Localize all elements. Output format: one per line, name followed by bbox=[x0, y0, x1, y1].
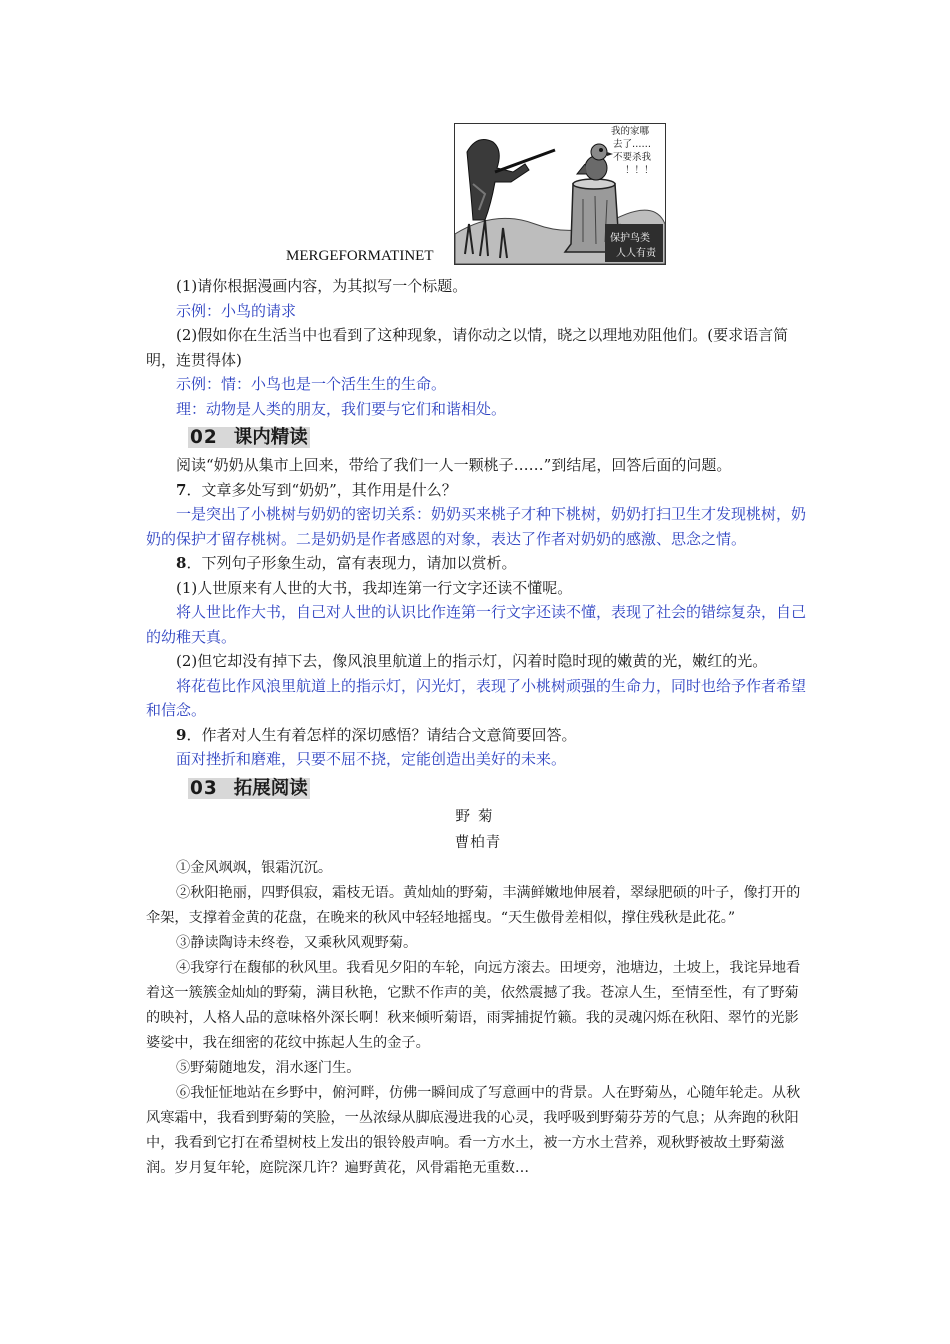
question-2: (2)假如你在生活当中也看到了这种现象，请你动之以情，晓之以理地劝阻他们。(要求语言简明，连贯得体) bbox=[146, 326, 789, 369]
answer-7: 一是突出了小桃树与奶奶的密切关系：奶奶买来桃子才种下桃树，奶奶打扫卫生才发现桃树，奶奶的保护才留存桃树。二是奶奶是作者感恩的对象，表达了作者对奶奶的感激、思念之情。 bbox=[146, 505, 807, 548]
section-heading-03 bbox=[188, 776, 810, 802]
question-text: ．文章多处写到“奶奶”，其作用是什么？ bbox=[186, 480, 457, 499]
question-text: ．下列句子形象生动，富有表现力，请加以赏析。 bbox=[186, 554, 517, 572]
article-paragraph: ⑤野菊随地发，涓水逐门生。 bbox=[176, 1059, 361, 1076]
question-number: 7 bbox=[176, 480, 187, 499]
article-paragraph: ④我穿行在馥郁的秋风里。我看见夕阳的车轮，向远方滚去。田埂旁，池塘边，土坡上，我诧异地看着这一簇簇金灿灿的野菊，满目秋艳，它默不作声的美，依然震撼了我。苍凉人生，至情至性，有了野菊的映衬，人格人品的意味格外深长啊！秋来倾听菊语，雨霁捕捉竹籁。我的灵魂闪烁在秋阳、翠竹的光影婆娑中，我在细密的花纹中拣起人生的金子。 bbox=[146, 959, 801, 1051]
cartoon-image bbox=[454, 123, 666, 265]
answer-9: 面对挫折和磨难，只要不屈不挠，定能创造出美好的未来。 bbox=[176, 750, 567, 768]
article-paragraph: ①金风飒飒，银霜沉沉。 bbox=[176, 859, 333, 876]
question-8-2: (2)但它却没有掉下去，像风浪里航道上的指示灯，闪着时隐时现的嫩黄的光，嫩红的光。 bbox=[176, 652, 768, 670]
cartoon-bubble-line3: 不要杀我 bbox=[613, 152, 652, 163]
article-author: 曹柏青 bbox=[454, 834, 502, 851]
cartoon-bubble-line2: 去了…… bbox=[613, 139, 652, 150]
section-title: 课内精读 bbox=[233, 427, 308, 448]
answer-2-line1: 示例：情：小鸟也是一个活生生的生命。 bbox=[176, 375, 447, 393]
answer-8-2: 将花苞比作风浪里航道上的指示灯，闪光灯，表现了小桃树顽强的生命力，同时也给予作者希望和信念。 bbox=[146, 676, 807, 719]
question-1: (1)请你根据漫画内容，为其拟写一个标题。 bbox=[176, 277, 468, 295]
cartoon-bubble-line4: ！！！ bbox=[625, 165, 654, 176]
cartoon-sign-line1: 保护鸟类 bbox=[610, 233, 650, 244]
answer-2-line2: 理：动物是人类的朋友，我们要与它们和谐相处。 bbox=[176, 399, 507, 418]
cartoon-drawing bbox=[455, 124, 665, 264]
question-8-1: (1)人世原来有人世的大书，我却连第一行文字还读不懂呢。 bbox=[176, 578, 573, 597]
cartoon-sign-line2: 人人有责 bbox=[616, 248, 656, 259]
question-text: ．作者对人生有着怎样的深切感悟？请结合文意简要回答。 bbox=[186, 725, 577, 744]
content-column bbox=[146, 274, 810, 1181]
question-number: 9 bbox=[176, 725, 187, 744]
answer-1: 示例：小鸟的请求 bbox=[176, 301, 297, 320]
article-paragraph: ②秋阳艳丽，四野俱寂，霜枝无语。黄灿灿的野菊，丰满鲜嫩地伸展着，翠绿肥硕的叶子，像打开的伞架，支撑着金黄的花盘，在晚来的秋风中轻轻地摇曳。“天生傲骨差相似，撑住残秋是此花。” bbox=[146, 884, 801, 926]
section-number: 03 bbox=[190, 777, 218, 799]
question-number: 8 bbox=[176, 554, 187, 572]
cartoon-bubble-line1: 我的家哪 bbox=[611, 126, 650, 137]
section-title: 拓展阅读 bbox=[233, 777, 308, 799]
section-heading-02 bbox=[188, 425, 810, 451]
merge-field-text: MERGEFORMATINET bbox=[286, 248, 434, 264]
question-9 bbox=[146, 723, 810, 748]
cartoon-area bbox=[0, 0, 950, 266]
article-paragraph: ⑥我怔怔地站在乡野中，俯河畔，仿佛一瞬间成了写意画中的背景。人在野菊丛，心随年轮走。从秋风寒霜中，我看到野菊的笑脸，一丛浓绿从脚底漫进我的心灵，我呼吸到野菊芬芳的气息；从奔跑的秋阳中，我看到它打在希望树枝上发出的银铃般声响。看一方水土，被一方水土营养，观秋野被故土野菊滋润。岁月复年轮，庭院深几许？遍野黄花，风骨霜艳无重数… bbox=[146, 1084, 801, 1176]
question-8 bbox=[146, 551, 810, 576]
section-number: 02 bbox=[190, 427, 218, 448]
reading-instruction: 阅读“奶奶从集市上回来，带给了我们一人一颗桃子……”到结尾，回答后面的问题。 bbox=[176, 456, 732, 474]
article-title: 野菊 bbox=[455, 808, 501, 825]
question-7 bbox=[146, 478, 810, 503]
article-paragraph: ③静读陶诗未终卷，又乘秋风观野菊。 bbox=[176, 934, 418, 951]
answer-8-1: 将人世比作大书，自己对人世的认识比作连第一行文字还读不懂，表现了社会的错综复杂，自己的幼稚天真。 bbox=[146, 603, 807, 646]
